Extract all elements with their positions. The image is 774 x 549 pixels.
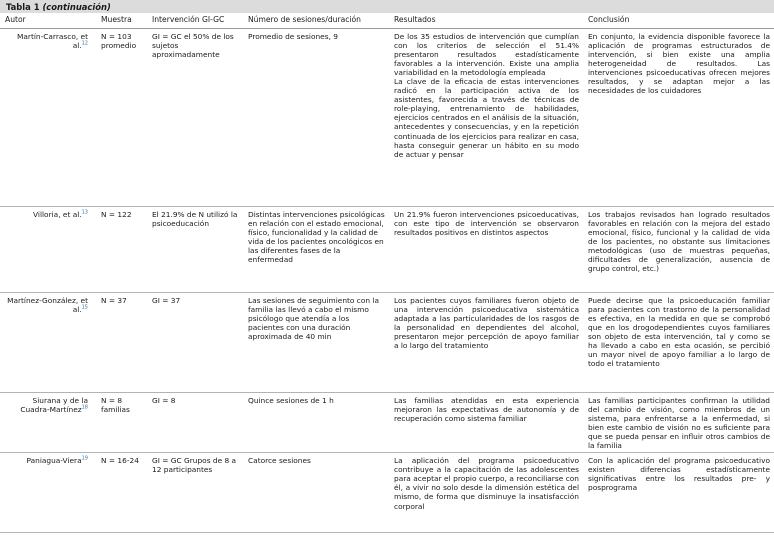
sessions-cell: Las sesiones de seguimiento con la familia las llevó a cabo el mismo psicólogo que atendía a los pacientes con una duración aproximada de 40 min [243,292,389,392]
intervention-cell: El 21.9% de N utilizó la psicoeducación [147,206,243,292]
conclusion-cell: Puede decirse que la psicoeducación familiar para pacientes con trastorno de la personalidad es efectiva, en la medida en que se comprobó que en los drogodependientes cuyos familiares son objeto de esta intervención, tal y como se ha llevado a cabo en esta ocasión, se percibió un mayor nivel de apoyo familiar a lo largo de todo el tratamiento [583,292,774,392]
sample-cell: N = 8 familias [96,392,147,453]
header-row [0,13,774,28]
reference-link[interactable]: 19 [81,455,88,462]
results-cell: Los pacientes cuyos familiares fueron objeto de una intervención psicoeducativa sistemática adaptada a las particularidades de los rasgos de la personalidad en dependientes del alcohol, presentaron mejor percepción de apoyo familiar a lo largo del tratamiento [389,292,583,392]
conclusion-cell: Los trabajos revisados han logrado resultados favorables en relación con la mejora del estado emocional, físico, funcional y la calidad de vida de los pacientes, no obstante sus limitaciones metodológicas (uso de muestras pequeñas, dificultades de generalización, ausencia de grupo control, etc.) [583,206,774,292]
sample-cell: N = 103 promedio [96,28,147,206]
results-cell: La aplicación del programa psicoeducativo contribuye a la capacitación de las adolescentes para aceptar el propio cuerpo, a reconciliarse con él, a vivir no solo desde la dimensión estética del mismo, de forma que disminuye la insatisfacción corporal [389,453,583,533]
table-row [0,206,774,292]
author-cell: Siurana y de la Cuadra-Martínez$^{18}$ [0,392,96,453]
header-author: Autor [0,13,96,28]
sessions-cell: Distintas intervenciones psicológicas en relación con el estado emocional, físico, funcionalidad y la calidad de vida de los pacientes oncológicos en las diferentes fases de la enfermedad [243,206,389,292]
table-caption-label: Tabla 1 [6,2,40,12]
header-results: Resultados [389,13,583,28]
table-caption [0,0,774,13]
sessions-cell: Quince sesiones de 1 h [243,392,389,453]
author-cell: Martínez-González, et al.$^{15}$ [0,292,96,392]
reference-link[interactable]: 15 [81,304,88,311]
author-cell: Villoria, et al.$^{13}$ [0,206,96,292]
reference-link[interactable]: 18 [81,404,88,411]
table-row [0,453,774,533]
sessions-cell: Promedio de sesiones, 9 [243,28,389,206]
sessions-cell: Catorce sesiones [243,453,389,533]
author-cell: Martín-Carrasco, et al.$^{12}$ [0,28,96,206]
author-cell: Paniagua-Viera$^{19}$ [0,453,96,533]
table-row [0,292,774,392]
conclusion-cell: En conjunto, la evidencia disponible favorece la aplicación de programas estructurados de intervención, si bien existe una amplia heterogeneidad de resultados. Las intervenciones psicoeducativas ofrecen mejores resultados, y se adaptan mejor a las necesidades de los cuidadores [583,28,774,206]
table-caption-note: (continuación) [42,2,111,12]
intervention-cell: GI = GC Grupos de 8 a 12 participantes [147,453,243,533]
header-sessions: Número de sesiones/duración [243,13,389,28]
header-intervention: Intervención GI-GC [147,13,243,28]
results-cell: Las familias atendidas en esta experiencia mejoraron las expectativas de autonomía y de recuperación como sistema familiar [389,392,583,453]
sample-cell: N = 16-24 [96,453,147,533]
reference-link[interactable]: 13 [81,209,88,216]
sample-cell: N = 37 [96,292,147,392]
results-cell: Un 21.9% fueron intervenciones psicoeducativas, con este tipo de intervención se observaron resultados positivos en distintos aspectos [389,206,583,292]
table-row [0,28,774,206]
results-table [0,13,774,533]
intervention-cell: GI = GC el 50% de los sujetos aproximadamente [147,28,243,206]
intervention-cell: GI = 8 [147,392,243,453]
sample-cell: N = 122 [96,206,147,292]
header-conclusion: Conclusión [583,13,774,28]
table-row [0,392,774,453]
reference-link[interactable]: 12 [81,40,88,47]
results-cell: De los 35 estudios de intervención que cumplían con los criterios de selección el 51.4% presentaron resultados estadísticamente favorables a la intervención. Existe una amplia variabilidad en la metodología empleada La clave de la eficacia de estas intervenciones radicó en la participación activa de los asistentes, favorecida a través de técnicas de role-playing, entrenamiento de habilidades, ejercicios centrados en el análisis de la situación, antecedentes y consecuencias, y en la repetición continuada de los ejercicios para realizar en casa, hasta conseguir generar un hábito en su modo de actuar y pensar [389,28,583,206]
intervention-cell: GI = 37 [147,292,243,392]
conclusion-cell: Con la aplicación del programa psicoeducativo existen diferencias estadísticamente significativas entre los resultados pre- y posprograma [583,453,774,533]
conclusion-cell: Las familias participantes confirman la utilidad del cambio de visión, como miembros de un sistema, para enfrentarse a la enfermedad, si bien este cambio de visión no es suficiente para que se pueda pensar en influir otros cambios de la familia [583,392,774,453]
header-sample: Muestra [96,13,147,28]
